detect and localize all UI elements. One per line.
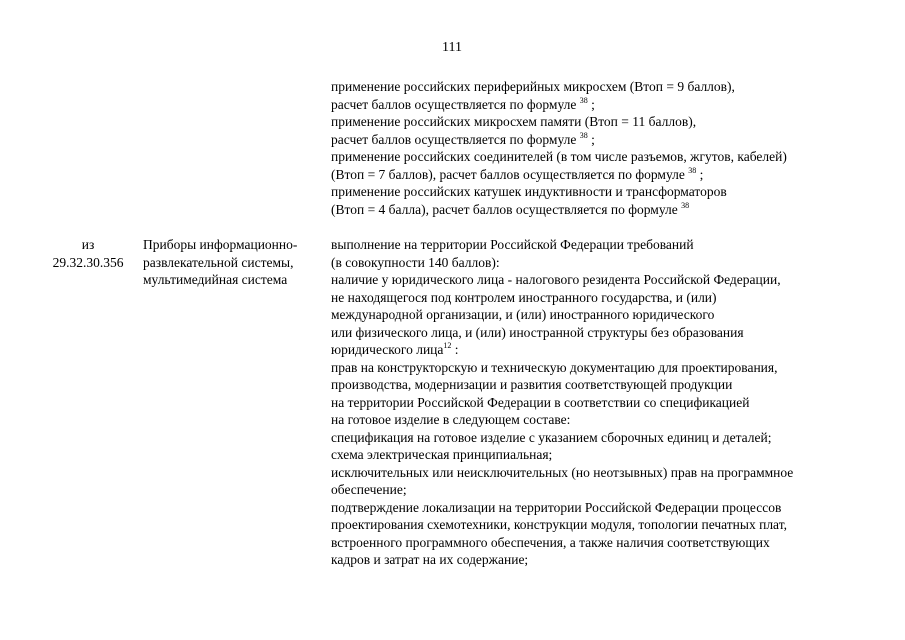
product-name-line: Приборы информационно-	[143, 237, 298, 252]
requirement-line: обеспечение;	[331, 482, 407, 497]
footnote-ref: 38	[579, 95, 588, 105]
requirement-line: применение российских периферийных микросхем (Втоп = 9 баллов),	[331, 79, 735, 94]
requirement-line: применение российских соединителей (в том числе разъемов, жгутов, кабелей)	[331, 149, 787, 164]
footnote-ref: 38	[681, 200, 690, 210]
footnote-ref: 38	[688, 165, 697, 175]
requirement-line: схема электрическая принципиальная;	[331, 447, 553, 462]
requirement-line: юридического лица$^{12}$ :	[331, 341, 459, 357]
product-code-line: 29.32.30.356	[52, 254, 124, 270]
product-name-line: мультимедийная система	[143, 272, 288, 287]
requirement-line: (Втоп = 4 балла), расчет баллов осуществляется по формуле $^{38}$	[331, 200, 690, 217]
requirement-line: прав на конструкторскую и техническую документацию для проектирования,	[331, 359, 778, 375]
requirement-line: выполнение на территории Российской Федерации требований	[331, 237, 694, 252]
product-name	[143, 236, 321, 289]
requirement-line: (в совокупности 140 баллов):	[331, 254, 500, 270]
product-code	[40, 236, 136, 271]
requirement-line: (Втоп = 7 баллов), расчет баллов осуществляется по формуле $^{38}$ ;	[331, 165, 704, 182]
footnote-ref: 38	[579, 130, 588, 140]
requirement-line: на готовое изделие в следующем составе:	[331, 412, 571, 427]
requirement-line: применение российских микросхем памяти (Втоп = 11 баллов),	[331, 114, 697, 129]
requirement-line: или физического лица, и (или) иностранной структуры без образования	[331, 324, 744, 340]
footnote-ref: 12	[443, 341, 452, 350]
requirement-line: расчет баллов осуществляется по формуле $^{38}$ ;	[331, 130, 595, 147]
requirement-line: применение российских катушек индуктивности и трансформаторов	[331, 184, 727, 199]
requirement-line: проектирования схемотехники, конструкции модуля, топологии печатных плат,	[331, 517, 787, 532]
product-name-line: развлекательной системы,	[143, 254, 294, 270]
requirements	[331, 236, 891, 569]
requirement-line: на территории Российской Федерации в соответствии со спецификацией	[331, 394, 750, 410]
continued-requirements	[331, 78, 891, 218]
requirement-line: расчет баллов осуществляется по формуле $^{38}$ ;	[331, 95, 595, 112]
requirement-line: не находящегося под контролем иностранного государства, и (или)	[331, 289, 717, 305]
requirement-line: исключительных или неисключительных (но неотзывных) прав на программное	[331, 464, 794, 480]
requirement-line: встроенного программного обеспечения, а также наличия соответствующих	[331, 534, 770, 550]
requirement-line: спецификация на готовое изделие с указанием сборочных единиц и деталей;	[331, 429, 772, 445]
requirement-line: международной организации, и (или) иностранного юридического	[331, 307, 715, 322]
requirement-line: подтверждение локализации на территории Российской Федерации процессов	[331, 499, 782, 515]
requirement-line: наличие у юридического лица - налогового резидента Российской Федерации,	[331, 272, 781, 287]
product-code-line: из	[81, 237, 95, 252]
page-number: 111	[442, 40, 462, 55]
requirement-line: производства, модернизации и развития соответствующей продукции	[331, 377, 733, 392]
requirement-line: кадров и затрат на их содержание;	[331, 552, 529, 567]
